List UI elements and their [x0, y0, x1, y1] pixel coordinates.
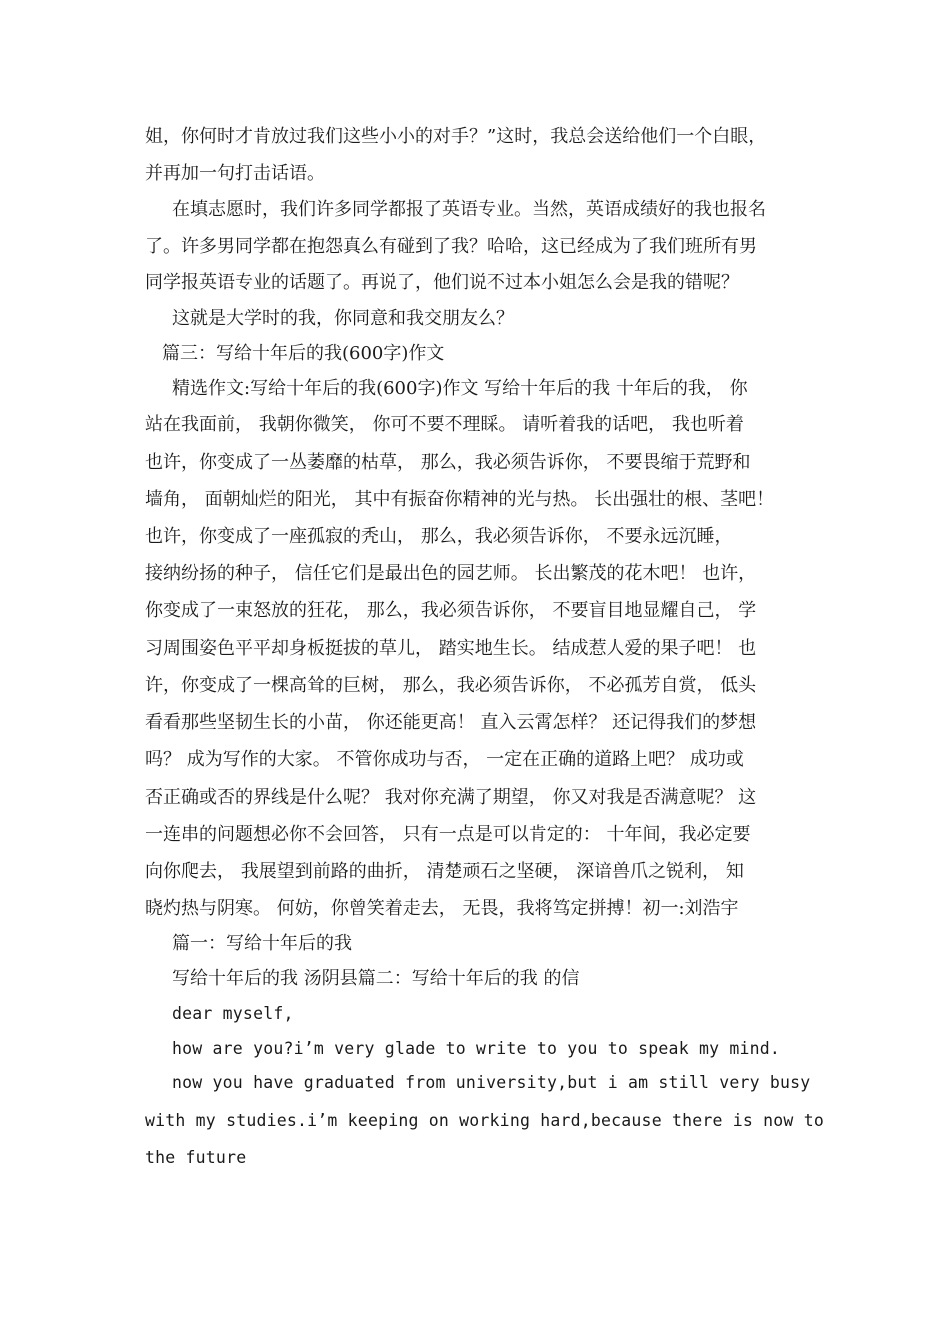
text-line: 在填志愿时，我们许多同学都报了英语专业。当然，英语成绩好的我也报名	[172, 199, 766, 220]
section-heading: 篇一：写给十年后的我	[172, 933, 352, 954]
text-line: 写给十年后的我 汤阴县篇二：写给十年后的我 的信	[172, 968, 580, 989]
text-line: 同学报英语专业的话题了。再说了，他们说不过本小姐怎么会是我的错呢？	[145, 272, 739, 293]
text-line: 也许，你变成了一丛萎靡的枯草， 那么，我必须告诉你， 不要畏缩于荒野和	[145, 452, 751, 473]
text-line: 一连串的问题想必你不会回答， 只有一点是可以肯定的： 十年间，我必定要	[145, 824, 751, 845]
text-line: 习周围姿色平平却身板挺拔的草儿， 踏实地生长。 结成惹人爱的果子吧！ 也	[145, 638, 757, 659]
text-line: 你变成了一束怒放的狂花， 那么，我必须告诉你， 不要盲目地显耀自己， 学	[145, 600, 757, 621]
text-line: 也许，你变成了一座孤寂的秃山， 那么，我必须告诉你， 不要永远沉睡，	[145, 526, 733, 547]
text-line: 向你爬去， 我展望到前路的曲折， 清楚顽石之坚硬， 深谙兽爪之锐利， 知	[145, 861, 744, 882]
text-line: 精选作文:写给十年后的我(600字)作文 写给十年后的我 十年后的我， 你	[172, 378, 748, 399]
text-line: 否正确或否的界线是什么呢？ 我对你充满了期望， 你又对我是否满意呢？ 这	[145, 787, 757, 808]
text-line: 并再加一句打击话语。	[145, 163, 325, 184]
text-line: how are you?i’m very glade to write to you to speak my mind.	[172, 1039, 781, 1058]
text-line: 了。许多男同学都在抱怨真么有碰到了我？哈哈，这已经成为了我们班所有男	[145, 236, 757, 257]
text-line: 看看那些坚韧生长的小苗， 你还能更高！ 直入云霄怎样？ 还记得我们的梦想	[145, 712, 757, 733]
text-line: 站在我面前， 我朝你微笑， 你可不要不理睬。 请听着我的话吧， 我也听着	[145, 414, 744, 435]
text-line: with my studies.i’m keeping on working hard,because there is now to	[145, 1111, 824, 1130]
text-line: 墙角， 面朝灿烂的阳光， 其中有振奋你精神的光与热。 长出强壮的根、茎吧！	[145, 489, 775, 510]
text-line: 吗？ 成为写作的大家。 不管你成功与否， 一定在正确的道路上吧？ 成功或	[145, 749, 744, 770]
section-heading: 篇三：写给十年后的我(600字)作文	[162, 343, 445, 364]
text-line: 姐，你何时才肯放过我们这些小小的对手？”这时，我总会送给他们一个白眼，	[145, 126, 767, 147]
text-line: 晓灼热与阴寒。 何妨，你曾笑着走去， 无畏，我将笃定拼搏！初一:刘浩宇	[145, 898, 739, 919]
text-line: 接纳纷扬的种子， 信任它们是最出色的园艺师。 长出繁茂的花木吧！ 也许，	[145, 563, 757, 584]
text-line: dear myself,	[172, 1004, 294, 1023]
text-line: 这就是大学时的我，你同意和我交朋友么？	[172, 308, 514, 329]
text-line: 许，你变成了一棵高耸的巨树， 那么，我必须告诉你， 不必孤芳自赏， 低头	[145, 675, 757, 696]
text-line: the future	[145, 1148, 247, 1167]
text-line: now you have graduated from university,but i am still very busy	[172, 1073, 811, 1092]
